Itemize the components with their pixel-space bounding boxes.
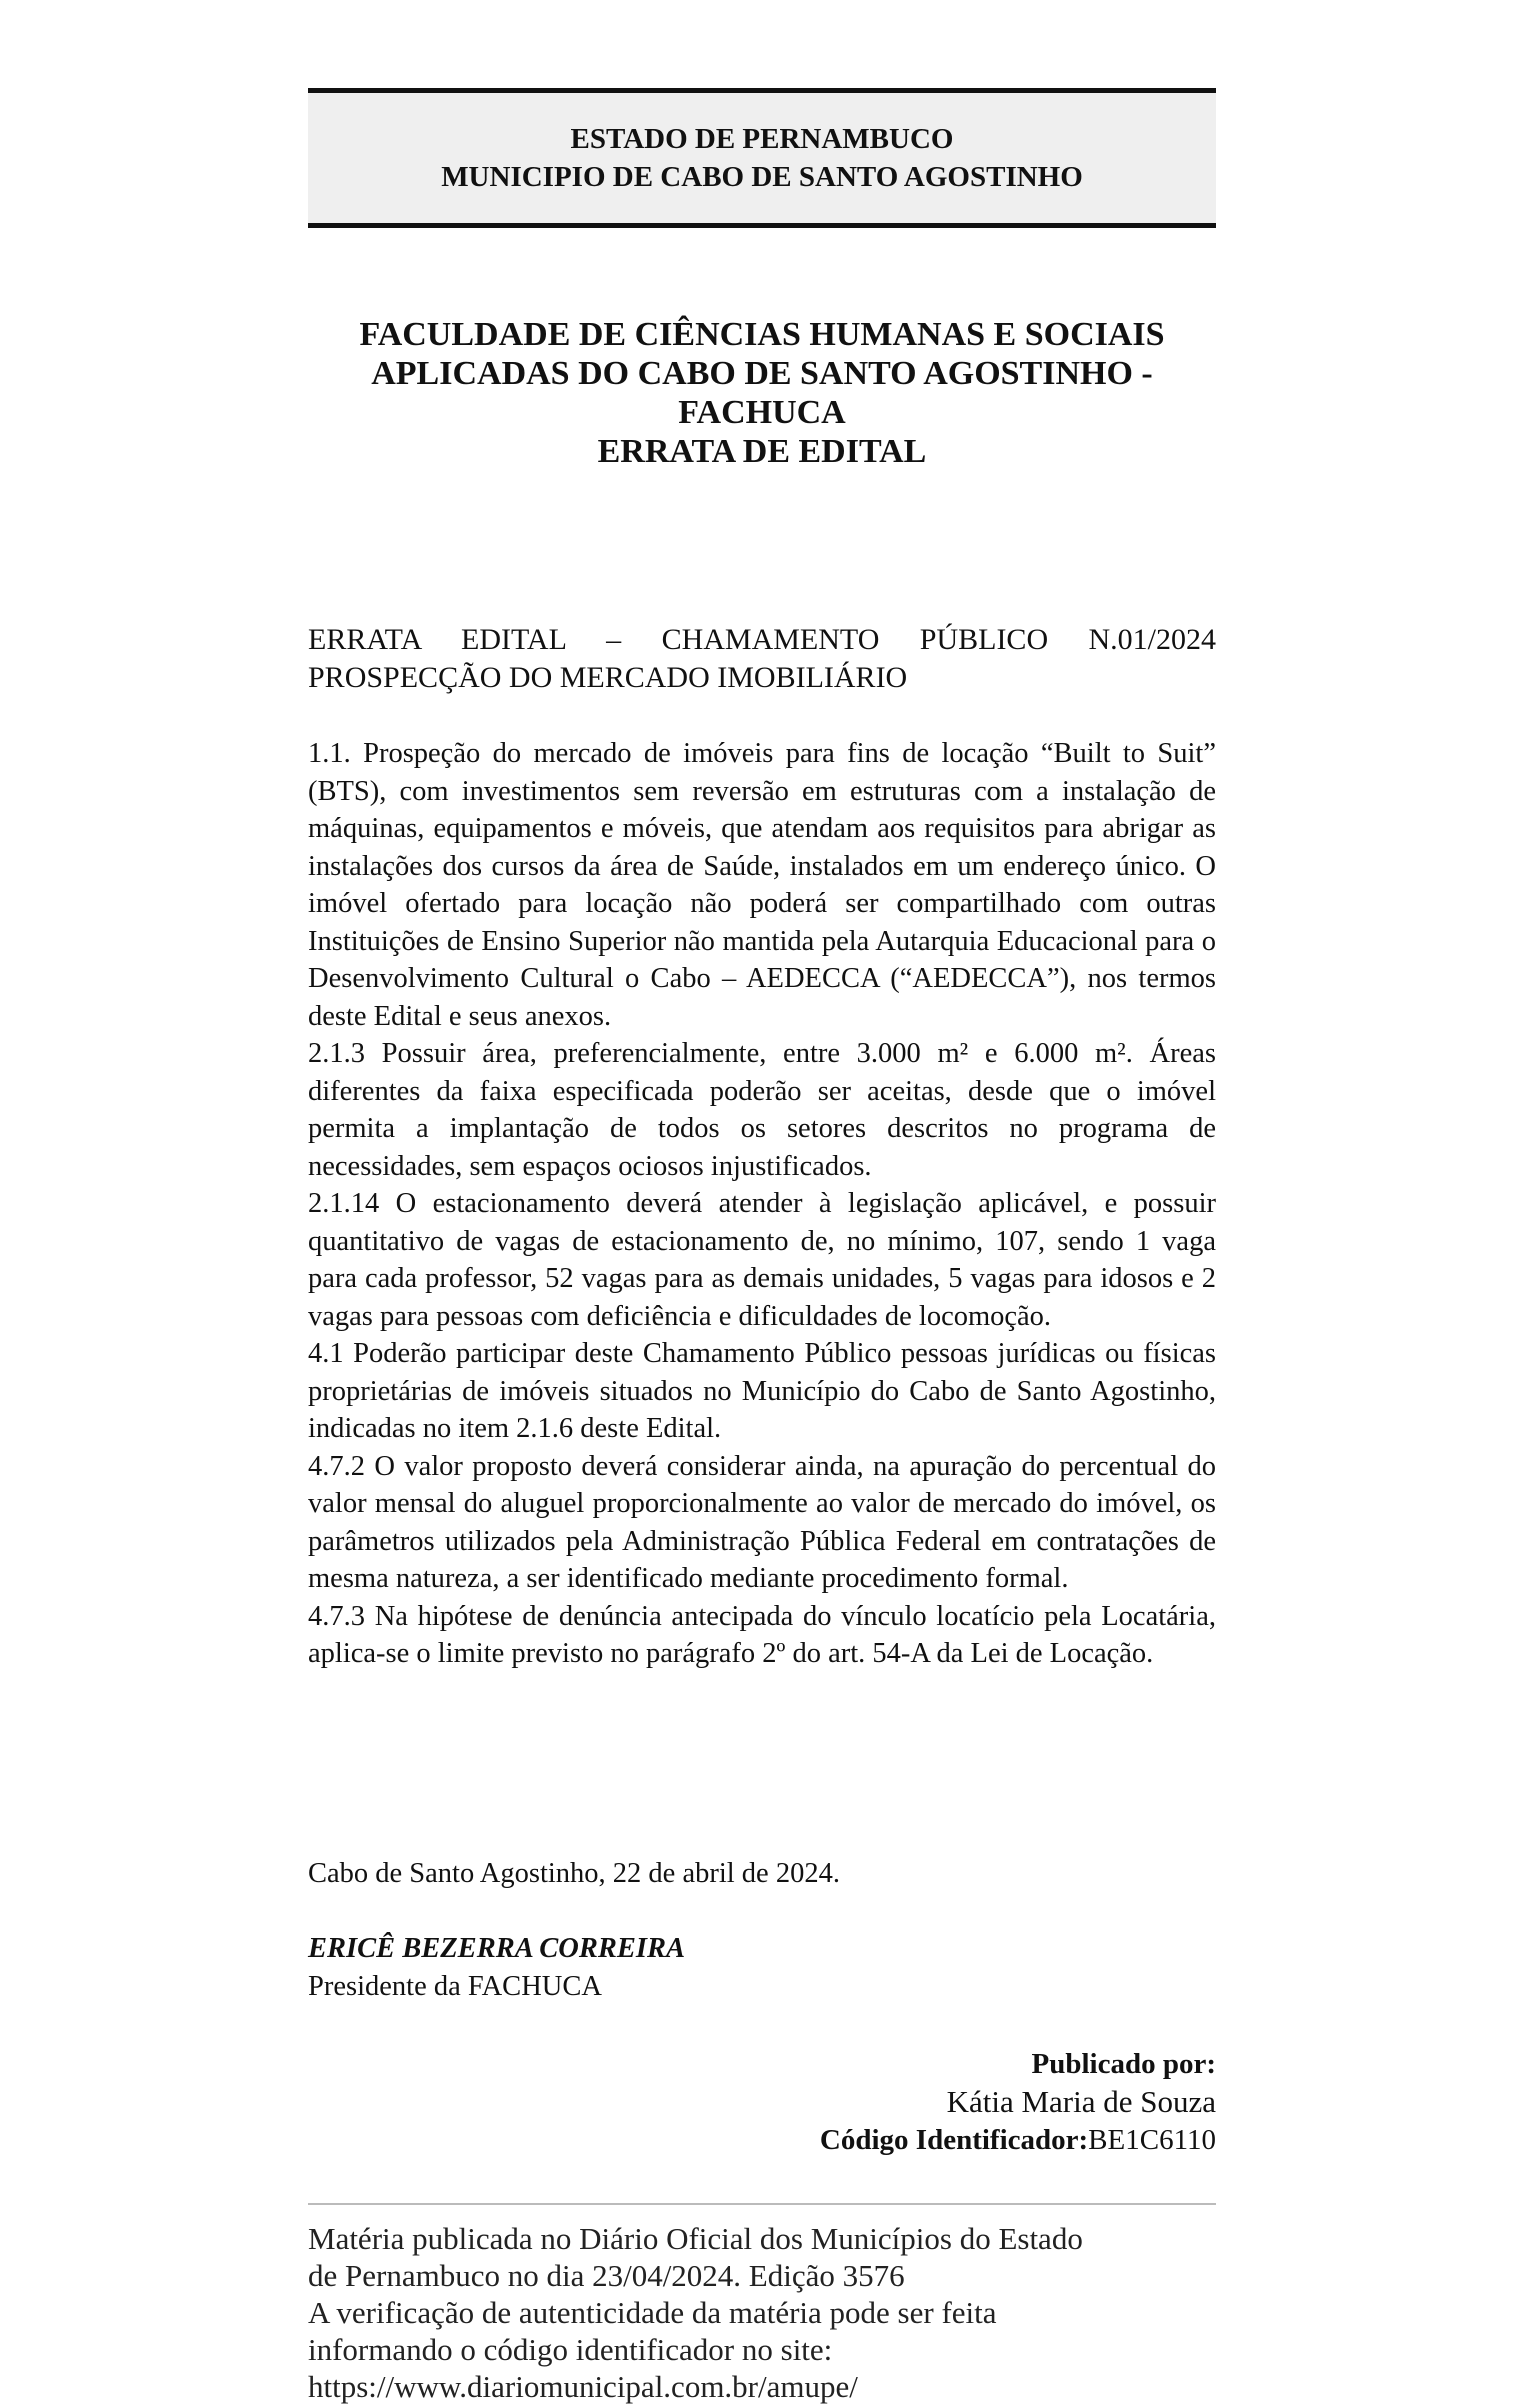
- identifier-code: BE1C6110: [1088, 2124, 1216, 2156]
- footer-divider: [308, 2203, 1216, 2205]
- footer-line: A verificação de autenticidade da matéria pode ser feita: [308, 2295, 997, 2330]
- identifier-code-line: [308, 2121, 1216, 2159]
- publisher-name: Kátia Maria de Souza: [946, 2084, 1216, 2119]
- subject-subtitle: PROSPECÇÃO DO MERCADO IMOBILIÁRIO: [308, 661, 908, 694]
- errata-items: [308, 735, 1216, 1673]
- org-title-line: FACHUCA: [678, 394, 846, 431]
- errata-item: 1.1. Prospeção do mercado de imóveis para fins de locação “Built to Suit” (BTS), com investimentos sem reversão em estruturas com a instalação de máquinas, equipamentos e móveis, que atendam aos requisitos para abrigar as instalações dos cursos da área de Saúde, instalados em um endereço único. O imóvel ofertado para locação não poderá ser compartilhado com outras Instituições de Ensino Superior não mantida pela Autarquia Educacional para o Desenvolvimento Cultural o Cabo – AEDECCA (“AEDECCA”), nos termos deste Edital e seus anexos.: [308, 738, 1216, 1032]
- footer-line: informando o código identificador no site:: [308, 2332, 833, 2367]
- publication-footer: [308, 2220, 1216, 2405]
- footer-line: de Pernambuco no dia 23/04/2024. Edição 3576: [308, 2258, 905, 2293]
- errata-item: 2.1.3 Possuir área, preferencialmente, entre 3.000 m² e 6.000 m². Áreas diferentes da faixa especificada poderão ser aceitas, desde que o imóvel permita a implantação de todos os setores descritos no programa de necessidades, sem espaços ociosos injustificados.: [308, 1038, 1216, 1182]
- signer-role: Presidente da FACHUCA: [308, 1971, 602, 2002]
- errata-item: 4.1 Poderão participar deste Chamamento Público pessoas jurídicas ou físicas proprietárias de imóveis situados no Município do Cabo de Santo Agostinho, indicadas no item 2.1.6 deste Edital.: [308, 1338, 1216, 1444]
- subject-title: ERRATA EDITAL – CHAMAMENTO PÚBLICO N.01/2024: [308, 623, 1216, 656]
- org-title-line: APLICADAS DO CABO DE SANTO AGOSTINHO -: [371, 355, 1153, 392]
- identifier-code-label: Código Identificador:: [819, 2124, 1089, 2156]
- errata-item: 4.7.3 Na hipótese de denúncia antecipada do vínculo locatício pela Locatária, aplica-se o limite previsto no parágrafo 2º do art. 54-A da Lei de Locação.: [308, 1600, 1216, 1669]
- signer-name: ERICÊ BEZERRA CORREIRA: [308, 1933, 685, 1964]
- footer-line: Matéria publicada no Diário Oficial dos Municípios do Estado: [308, 2221, 1083, 2256]
- org-title-line: FACULDADE DE CIÊNCIAS HUMANAS E SOCIAIS: [359, 316, 1165, 353]
- state-name: ESTADO DE PERNAMBUCO: [570, 123, 954, 155]
- errata-item: 4.7.2 O valor proposto deverá considerar ainda, na apuração do percentual do valor mensal do aluguel proporcionalmente ao valor de mercado do imóvel, os parâmetros utilizados pela Administração Pública Federal em contratações de mesma natureza, a ser identificado mediante procedimento formal.: [308, 1450, 1216, 1594]
- publisher-block: [308, 2045, 1216, 2159]
- errata-item: 2.1.14 O estacionamento deverá atender à legislação aplicável, e possuir quantitativo de vagas de estacionamento de, no mínimo, 107, sendo 1 vaga para cada professor, 52 vagas para as demais unidades, 5 vagas para idosos e 2 vagas para pessoas com deficiência e dificuldades de locomoção.: [308, 1188, 1216, 1332]
- state-header: [308, 88, 1216, 228]
- signature-block: [308, 1930, 1216, 2006]
- municipality-name: MUNICIPIO DE CABO DE SANTO AGOSTINHO: [441, 161, 1083, 193]
- document-type: ERRATA DE EDITAL: [597, 433, 927, 470]
- subject-block: [308, 621, 1216, 697]
- publisher-label: Publicado por:: [1031, 2048, 1216, 2080]
- verification-url[interactable]: https://www.diariomunicipal.com.br/amupe/: [308, 2369, 858, 2404]
- date-line: Cabo de Santo Agostinho, 22 de abril de 2024.: [308, 1858, 840, 1889]
- organization-title: [308, 315, 1216, 471]
